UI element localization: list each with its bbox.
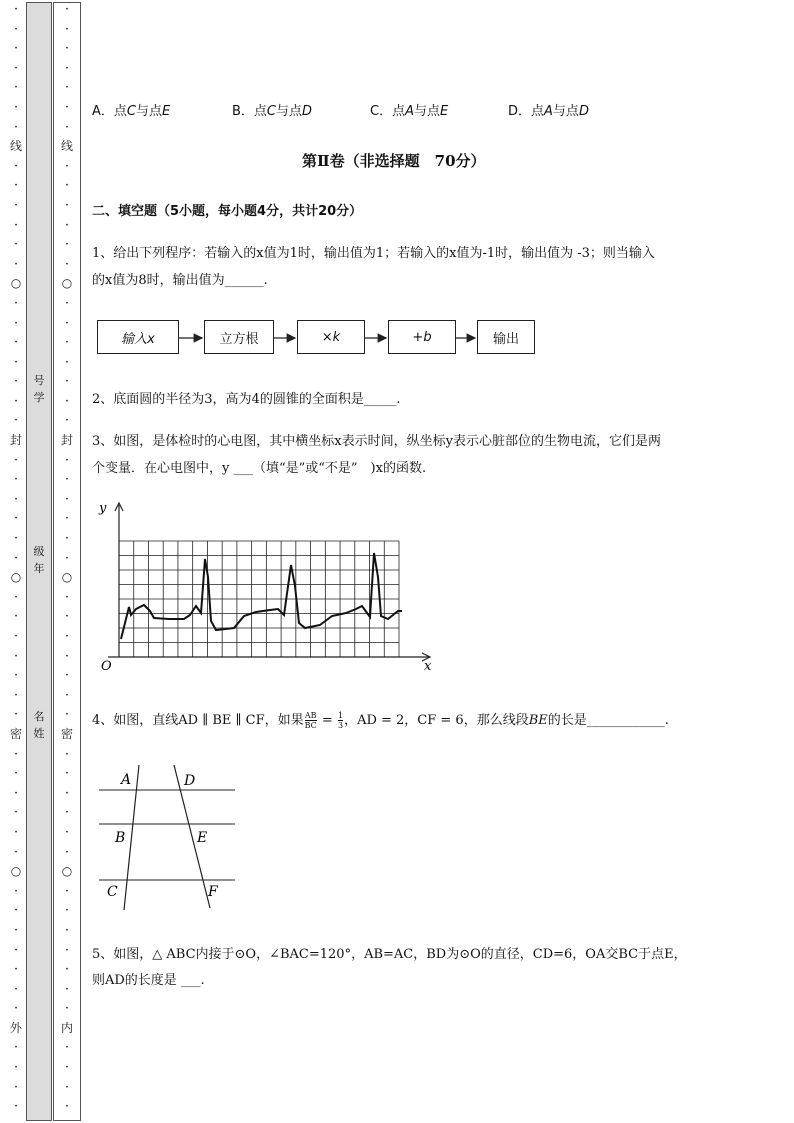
binding-dot: • (65, 495, 69, 503)
binding-mark: ○ (61, 570, 73, 585)
binding-dot: • (65, 241, 69, 249)
binding-dot: • (14, 476, 18, 484)
label-c: C (107, 884, 118, 900)
binding-dot: • (65, 1083, 69, 1091)
binding-dot: • (65, 770, 69, 778)
binding-dot: • (65, 339, 69, 347)
binding-dot: • (65, 593, 69, 601)
binding-dot: • (14, 260, 18, 268)
label-name: 名姓 (33, 710, 45, 740)
choice-c: C．点A与点E (370, 104, 449, 119)
binding-dot: • (65, 535, 69, 543)
q1-line2: 的x值为8时，输出值为______. (92, 273, 268, 288)
label-e: E (197, 830, 208, 846)
binding-dot: • (14, 946, 18, 954)
binding-dot: • (14, 456, 18, 464)
binding-dot: • (65, 848, 69, 856)
flow-cuberoot-box: 立方根 (204, 320, 274, 354)
binding-dot: • (65, 907, 69, 915)
ecg-y-label: y (99, 501, 107, 516)
binding-mark: 密 (60, 726, 73, 741)
choice-d: D．点A与点D (508, 104, 589, 119)
binding-dot: • (65, 417, 69, 425)
binding-dot: • (65, 378, 69, 386)
q4-text: 4、如图，直线AD ∥ BE ∥ CF，如果 $\frac{AB}{BC}$ = $\frac{1}{3}$ ，AD = 2，CF = 6，那么线段BE的长是____________. (92, 711, 669, 730)
q1-line1: 1、给出下列程序：若输入的x值为1时，输出值为1；若输入的x值为-1时，输出值为 -3；则当输入 (92, 246, 655, 261)
q5-line2: 则AD的长度是 ___. (92, 973, 205, 988)
binding-dot: • (65, 946, 69, 954)
label-b: B (115, 830, 126, 846)
label-f: F (208, 884, 218, 900)
fraction-one-third: $\frac{1}{3}$ (337, 711, 344, 730)
binding-dot: • (14, 221, 18, 229)
fraction-ab-bc: $\frac{AB}{BC}$ (304, 711, 317, 730)
binding-dot: • (14, 926, 18, 934)
section-title: 二、填空题（5小题，每小题4分，共计20分） (92, 204, 363, 219)
binding-dot: • (14, 828, 18, 836)
binding-mark: 外 (9, 1020, 22, 1035)
binding-dot: • (65, 182, 69, 190)
q3-line1: 3、如图，是体检时的心电图，其中横坐标x表示时间，纵坐标y表示心脏部位的生物电流，它们是两 (92, 434, 661, 449)
binding-dot: • (14, 613, 18, 621)
binding-dot: • (65, 103, 69, 111)
binding-dot: • (14, 633, 18, 640)
binding-dot: • (65, 809, 69, 817)
flow-output-box: 输出 (477, 320, 535, 354)
q2-text: 2、底面圆的半径为3，高为4的圆锥的全面积是_____. (92, 392, 401, 407)
binding-dot: • (14, 966, 18, 974)
binding-dot: • (14, 750, 18, 758)
binding-dot: • (14, 6, 18, 13)
choice-a: A．点C与点E (92, 104, 171, 119)
binding-dot: • (14, 123, 18, 131)
binding-dot: • (65, 1103, 69, 1111)
binding-dot: • (14, 789, 18, 797)
binding-dot: • (14, 358, 18, 366)
binding-dot: • (65, 926, 69, 934)
binding-dot: • (14, 299, 18, 307)
binding-dot: • (65, 123, 69, 131)
ecg-figure (94, 497, 444, 677)
choice-b: B．点C与点D (232, 104, 313, 119)
binding-dot: • (14, 711, 18, 719)
binding-dot: • (65, 45, 69, 53)
ecg-grid (119, 541, 399, 657)
binding-dot: • (65, 613, 69, 621)
binding-dot: • (65, 711, 69, 719)
binding-dot: • (65, 672, 69, 680)
label-student-id: 号学 (33, 374, 45, 404)
binding-dot: • (14, 1064, 18, 1072)
binding-dot: • (14, 770, 18, 778)
binding-dot: • (65, 260, 69, 268)
binding-dot: • (14, 1044, 18, 1052)
binding-dot: • (65, 397, 69, 405)
label-a: A (121, 772, 132, 788)
flow-arrows (92, 323, 572, 353)
binding-dot: • (65, 633, 69, 640)
binding-dot: • (14, 1005, 18, 1013)
binding-dot: • (14, 182, 18, 190)
binding-dot: • (65, 554, 69, 562)
binding-dot: • (14, 319, 18, 327)
binding-dot: • (14, 907, 18, 915)
binding-dot: • (14, 162, 18, 170)
binding-mark: ○ (61, 276, 73, 291)
binding-dot: • (14, 201, 18, 209)
binding-dot: • (14, 495, 18, 503)
binding-dot: • (65, 319, 69, 327)
binding-dot: • (14, 417, 18, 425)
binding-dot: • (14, 848, 18, 856)
binding-mark: ○ (61, 864, 73, 879)
binding-dot: • (14, 593, 18, 601)
binding-mark: ○ (10, 864, 22, 879)
binding-dot: • (14, 809, 18, 817)
binding-dot: • (65, 25, 69, 33)
binding-dot: • (65, 221, 69, 229)
binding-dot: • (14, 339, 18, 347)
binding-dot: • (14, 554, 18, 562)
binding-dot: • (14, 103, 18, 111)
binding-mark: 密 (9, 726, 22, 741)
binding-dot: • (14, 1083, 18, 1091)
binding-mark: 线 (9, 139, 22, 154)
binding-dot: • (65, 64, 69, 72)
binding-dot: • (65, 789, 69, 797)
binding-dot: • (14, 64, 18, 72)
binding-dot: • (65, 652, 69, 660)
q5-line1: 5、如图，△ ABC内接于⊙O，∠BAC=120°，AB=AC，BD为⊙O的直径，CD=6，OA交BC于点E， (92, 947, 687, 962)
binding-dot: • (14, 672, 18, 680)
parallel-lines-figure (97, 762, 247, 912)
binding-dot: • (14, 45, 18, 53)
binding-dot: • (14, 1103, 18, 1111)
binding-dot: • (14, 691, 18, 699)
binding-dot: • (65, 358, 69, 366)
binding-mark: 线 (60, 139, 73, 154)
binding-dot: • (14, 378, 18, 386)
binding-mark: ○ (10, 276, 22, 291)
binding-dot: • (65, 1044, 69, 1052)
binding-dot: • (65, 476, 69, 484)
binding-dot: • (14, 84, 18, 92)
binding-mark: 内 (60, 1020, 73, 1035)
binding-dot: • (14, 515, 18, 523)
binding-dot: • (14, 241, 18, 249)
ecg-origin-label: O (101, 659, 112, 674)
binding-dot: • (65, 1005, 69, 1013)
binding-dot: • (65, 162, 69, 170)
binding-dot: • (14, 535, 18, 543)
binding-dot: • (65, 1064, 69, 1072)
binding-dot: • (65, 84, 69, 92)
label-d: D (184, 773, 196, 789)
binding-dot: • (65, 887, 69, 895)
q3-line2: 个变量．在心电图中，y ___（填“是”或“不是” )x的函数. (92, 461, 427, 476)
binding-dot: • (65, 6, 69, 13)
binding-dot: • (14, 887, 18, 895)
label-grade: 级年 (33, 545, 45, 575)
binding-dot: • (14, 652, 18, 660)
binding-dot: • (65, 201, 69, 209)
outer-dotted-line (9, 0, 23, 1117)
flow-add-box: +b (388, 320, 456, 354)
binding-dot: • (14, 25, 18, 33)
binding-mark: 封 (9, 433, 22, 448)
part-title: 第Ⅱ卷（非选择题 70分） (302, 152, 486, 170)
binding-dot: • (65, 985, 69, 993)
binding-mark: 封 (60, 433, 73, 448)
binding-dot: • (65, 515, 69, 523)
binding-dot: • (65, 299, 69, 307)
binding-dot: • (14, 985, 18, 993)
binding-dot: • (65, 966, 69, 974)
ecg-x-label: x (424, 659, 432, 674)
binding-mark: ○ (10, 570, 22, 585)
binding-dot: • (14, 397, 18, 405)
binding-dot: • (65, 691, 69, 699)
binding-dot: • (65, 456, 69, 464)
flow-input-box: 输入x (97, 320, 179, 354)
binding-dot: • (65, 750, 69, 758)
binding-dot: • (65, 828, 69, 836)
inner-dotted-line (60, 0, 74, 1117)
flow-multiply-box: ×k (297, 320, 365, 354)
